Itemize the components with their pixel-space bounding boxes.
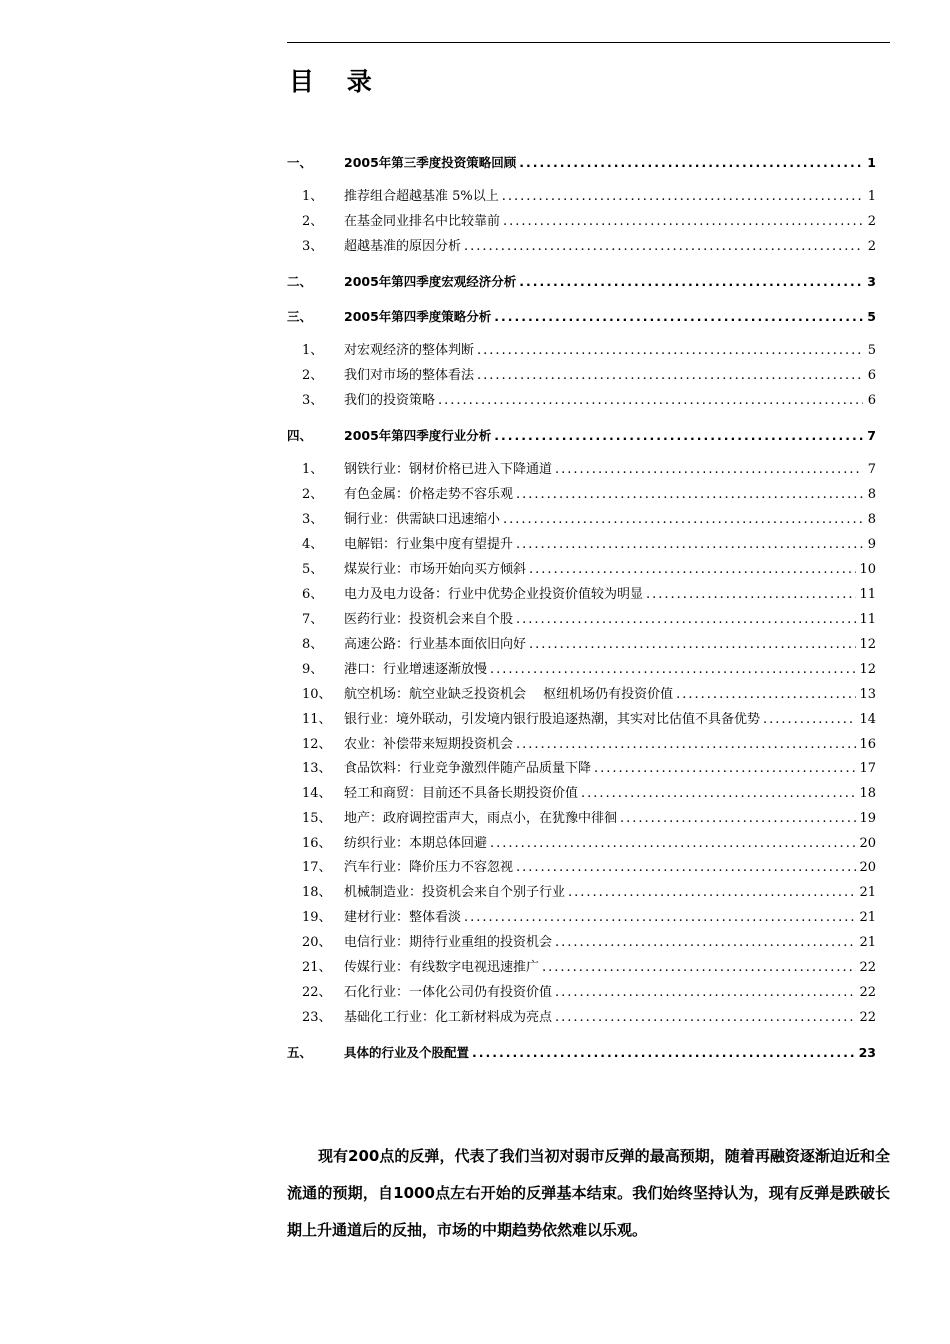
toc-section-entry[interactable] <box>287 1044 876 1062</box>
toc-dot-leader <box>542 959 856 977</box>
toc-subsection-entry[interactable] <box>287 736 876 754</box>
toc-dot-leader <box>519 154 863 172</box>
toc-page-number: 1 <box>867 155 876 170</box>
toc-page-number: 8 <box>867 512 876 527</box>
toc-entry-label: 超越基准的原因分析 <box>344 239 462 254</box>
toc-dot-leader <box>529 636 856 654</box>
toc-entry-number: 13、 <box>302 761 332 776</box>
toc-entry-label: 铜行业：供需缺口迅速缩小 <box>344 512 501 527</box>
toc-page-number: 22 <box>859 985 876 1000</box>
toc-entry-label: 地产：政府调控雷声大，雨点小，在犹豫中徘徊 <box>344 811 618 826</box>
toc-subsection-entry[interactable] <box>287 1009 876 1027</box>
toc-page-number: 12 <box>859 637 876 652</box>
toc-entry-number: 一、 <box>287 155 313 170</box>
toc-entry-number: 14、 <box>302 786 332 801</box>
toc-entry-number: 五、 <box>287 1045 313 1060</box>
toc-section-entry[interactable] <box>287 308 876 326</box>
toc-page-number: 18 <box>859 786 876 801</box>
toc-entry-label: 农业：补偿带来短期投资机会 <box>344 737 514 752</box>
toc-dot-leader <box>646 586 856 604</box>
toc-entry-number: 1、 <box>302 462 324 477</box>
toc-subsection-entry[interactable] <box>287 188 876 206</box>
toc-entry-number: 7、 <box>302 612 324 627</box>
toc-entry-number: 21、 <box>302 960 332 975</box>
toc-entry-label: 推荐组合超越基准 5%以上 <box>344 189 499 204</box>
toc-entry-number: 3、 <box>302 239 324 254</box>
toc-page-number: 2 <box>867 214 876 229</box>
toc-entry-label: 2005年第四季度行业分析 <box>344 428 492 443</box>
toc-dot-leader <box>555 461 863 479</box>
toc-dot-leader <box>494 427 863 445</box>
toc-entry-number: 5、 <box>302 562 324 577</box>
toc-entry-label: 2005年第四季度策略分析 <box>344 309 492 324</box>
toc-dot-leader <box>519 273 863 291</box>
toc-dot-leader <box>568 884 856 902</box>
toc-page-number: 17 <box>859 761 876 776</box>
toc-subsection-entry[interactable] <box>287 536 876 554</box>
toc-entry-label: 2005年第四季度宏观经济分析 <box>344 274 517 289</box>
toc-entry-number: 二、 <box>287 274 313 289</box>
toc-section-entry[interactable] <box>287 427 876 445</box>
toc-page-number: 21 <box>859 935 876 950</box>
toc-entry-label: 电解铝：行业集中度有望提升 <box>344 537 514 552</box>
header-rule <box>287 42 890 43</box>
toc-page-number: 12 <box>859 662 876 677</box>
toc-subsection-entry[interactable] <box>287 859 876 877</box>
toc-dot-leader <box>555 1009 856 1027</box>
toc-subsection-entry[interactable] <box>287 392 876 410</box>
toc-entry-number: 6、 <box>302 587 324 602</box>
toc-page-number: 5 <box>867 309 876 324</box>
toc-page-number: 11 <box>859 587 876 602</box>
toc-subsection-entry[interactable] <box>287 661 876 679</box>
toc-page-number: 21 <box>859 910 876 925</box>
toc-dot-leader <box>438 392 863 410</box>
toc-subsection-entry[interactable] <box>287 810 876 828</box>
toc-entry-label: 我们对市场的整体看法 <box>344 368 475 383</box>
toc-dot-leader <box>464 909 856 927</box>
toc-page-number: 20 <box>859 836 876 851</box>
toc-page-number: 7 <box>867 462 876 477</box>
toc-subsection-entry[interactable] <box>287 461 876 479</box>
toc-dot-leader <box>472 1044 856 1062</box>
toc-subsection-entry[interactable] <box>287 511 876 529</box>
toc-entry-label: 钢铁行业：钢材价格已进入下降通道 <box>344 462 553 477</box>
toc-subsection-entry[interactable] <box>287 760 876 778</box>
toc-entry-label: 港口：行业增速逐渐放慢 <box>344 662 488 677</box>
toc-page-number: 6 <box>867 393 876 408</box>
toc-entry-number: 2、 <box>302 214 324 229</box>
toc-entry-number: 10、 <box>302 687 332 702</box>
toc-dot-leader <box>620 810 856 828</box>
toc-page-number: 9 <box>867 537 876 552</box>
toc-entry-number: 23、 <box>302 1010 332 1025</box>
toc-page-number: 14 <box>859 712 876 727</box>
toc-entry-number: 20、 <box>302 935 332 950</box>
toc-subsection-entry[interactable] <box>287 636 876 654</box>
toc-entry-number: 3、 <box>302 512 324 527</box>
toc-entry-label: 电信行业：期待行业重组的投资机会 <box>344 935 553 950</box>
toc-dot-leader <box>763 711 856 729</box>
toc-subsection-entry[interactable] <box>287 959 876 977</box>
toc-page-number: 2 <box>867 239 876 254</box>
toc-subsection-entry[interactable] <box>287 785 876 803</box>
toc-entry-label: 具体的行业及个股配置 <box>344 1045 470 1060</box>
toc-entry-label: 2005年第三季度投资策略回顾 <box>344 155 517 170</box>
toc-subsection-entry[interactable] <box>287 984 876 1002</box>
toc-page-number: 5 <box>867 343 876 358</box>
toc-subsection-entry[interactable] <box>287 367 876 385</box>
toc-entry-label: 机械制造业：投资机会来自个别子行业 <box>344 885 566 900</box>
toc-entry-number: 17、 <box>302 860 332 875</box>
toc-page-number: 11 <box>859 612 876 627</box>
toc-entry-label: 我们的投资策略 <box>344 393 436 408</box>
toc-dot-leader <box>494 308 863 326</box>
toc-entry-label: 煤炭行业：市场开始向买方倾斜 <box>344 562 527 577</box>
toc-subsection-entry[interactable] <box>287 342 876 360</box>
toc-page-number: 1 <box>867 189 876 204</box>
toc-entry-number: 四、 <box>287 428 313 443</box>
toc-dot-leader <box>503 213 863 231</box>
page-title: 目 录 <box>289 67 384 96</box>
toc-entry-label: 食品饮料：行业竞争激烈伴随产品质量下降 <box>344 761 592 776</box>
toc-page-number: 13 <box>859 687 876 702</box>
toc-dot-leader <box>581 785 856 803</box>
toc-entry-label: 对宏观经济的整体判断 <box>344 343 475 358</box>
toc-entry-label: 航空机场：航空业缺乏投资机会 枢纽机场仍有投资价值 <box>344 687 674 702</box>
intro-paragraph: 现有200点的反弹，代表了我们当初对弱市反弹的最高预期，随着再融资逐渐迫近和全流通的预期，自1000点左右开始的反弹基本结束。我们始终坚持认为，现有反弹是跌破长期上升通道后的反抽，市场的中期趋势依然难以乐观。 <box>287 1147 890 1239</box>
toc-entry-number: 18、 <box>302 885 332 900</box>
toc-dot-leader <box>676 686 856 704</box>
toc-dot-leader <box>502 188 863 206</box>
toc-page-number: 10 <box>859 562 876 577</box>
toc-dot-leader <box>555 934 856 952</box>
toc-entry-number: 19、 <box>302 910 332 925</box>
toc-dot-leader <box>594 760 856 778</box>
toc-entry-label: 传媒行业：有线数字电视迅速推广 <box>344 960 540 975</box>
toc-page-number: 22 <box>859 960 876 975</box>
toc-dot-leader <box>516 736 856 754</box>
toc-page-number: 6 <box>867 368 876 383</box>
toc-entry-label: 石化行业：一体化公司仍有投资价值 <box>344 985 553 1000</box>
toc-dot-leader <box>555 984 856 1002</box>
toc-page-number: 21 <box>859 885 876 900</box>
toc-entry-label: 银行业：境外联动，引发境内银行股追逐热潮，其实对比估值不具备优势 <box>344 712 761 727</box>
toc-entry-label: 电力及电力设备：行业中优势企业投资价值较为明显 <box>344 587 644 602</box>
toc-dot-leader <box>503 511 863 529</box>
toc-section-entry[interactable] <box>287 154 876 172</box>
toc-entry-number: 三、 <box>287 309 313 324</box>
toc-entry-label: 建材行业：整体看淡 <box>344 910 462 925</box>
toc-entry-number: 9、 <box>302 662 324 677</box>
toc-entry-label: 轻工和商贸：目前还不具备长期投资价值 <box>344 786 579 801</box>
toc-subsection-entry[interactable] <box>287 486 876 504</box>
toc-entry-number: 2、 <box>302 368 324 383</box>
toc-dot-leader <box>516 859 856 877</box>
toc-dot-leader <box>490 661 856 679</box>
toc-page-number: 16 <box>859 737 876 752</box>
toc-entry-label: 纺织行业：本期总体回避 <box>344 836 488 851</box>
toc-dot-leader <box>477 342 863 360</box>
toc-entry-label: 有色金属：价格走势不容乐观 <box>344 487 514 502</box>
toc-subsection-entry[interactable] <box>287 934 876 952</box>
toc-section-entry[interactable] <box>287 273 876 291</box>
toc-subsection-entry[interactable] <box>287 586 876 604</box>
toc-subsection-entry[interactable] <box>287 711 876 729</box>
toc-entry-number: 4、 <box>302 537 324 552</box>
toc-entry-number: 3、 <box>302 393 324 408</box>
toc-entry-number: 22、 <box>302 985 332 1000</box>
toc-dot-leader <box>529 561 856 579</box>
toc-dot-leader <box>490 835 856 853</box>
toc-dot-leader <box>516 536 863 554</box>
toc-page-number: 23 <box>858 1045 876 1060</box>
toc-entry-number: 15、 <box>302 811 332 826</box>
toc-entry-label: 在基金同业排名中比较靠前 <box>344 214 501 229</box>
toc-entry-number: 1、 <box>302 189 324 204</box>
toc-entry-label: 医药行业：投资机会来自个股 <box>344 612 514 627</box>
toc-subsection-entry[interactable] <box>287 909 876 927</box>
toc-dot-leader <box>516 611 856 629</box>
toc-dot-leader <box>464 238 863 256</box>
toc-dot-leader <box>516 486 863 504</box>
toc-entry-label: 基础化工行业：化工新材料成为亮点 <box>344 1010 553 1025</box>
toc-subsection-entry[interactable] <box>287 835 876 853</box>
toc-entry-label: 汽车行业：降价压力不容忽视 <box>344 860 514 875</box>
toc-subsection-entry[interactable] <box>287 238 876 256</box>
toc-entry-number: 1、 <box>302 343 324 358</box>
toc-page-number: 20 <box>859 860 876 875</box>
toc-subsection-entry[interactable] <box>287 213 876 231</box>
toc-dot-leader <box>477 367 863 385</box>
toc-page-number: 22 <box>859 1010 876 1025</box>
toc-entry-number: 11、 <box>302 712 332 727</box>
toc-page-number: 3 <box>867 274 876 289</box>
toc-page-number: 8 <box>867 487 876 502</box>
toc-page-number: 7 <box>867 428 876 443</box>
toc-subsection-entry[interactable] <box>287 884 876 902</box>
toc-entry-label: 高速公路：行业基本面依旧向好 <box>344 637 527 652</box>
toc-subsection-entry[interactable] <box>287 561 876 579</box>
toc-subsection-entry[interactable] <box>287 611 876 629</box>
toc-subsection-entry[interactable] <box>287 686 876 704</box>
toc-entry-number: 12、 <box>302 737 332 752</box>
toc-entry-number: 16、 <box>302 836 332 851</box>
toc-page-number: 19 <box>859 811 876 826</box>
toc-entry-number: 8、 <box>302 637 324 652</box>
toc-entry-number: 2、 <box>302 487 324 502</box>
